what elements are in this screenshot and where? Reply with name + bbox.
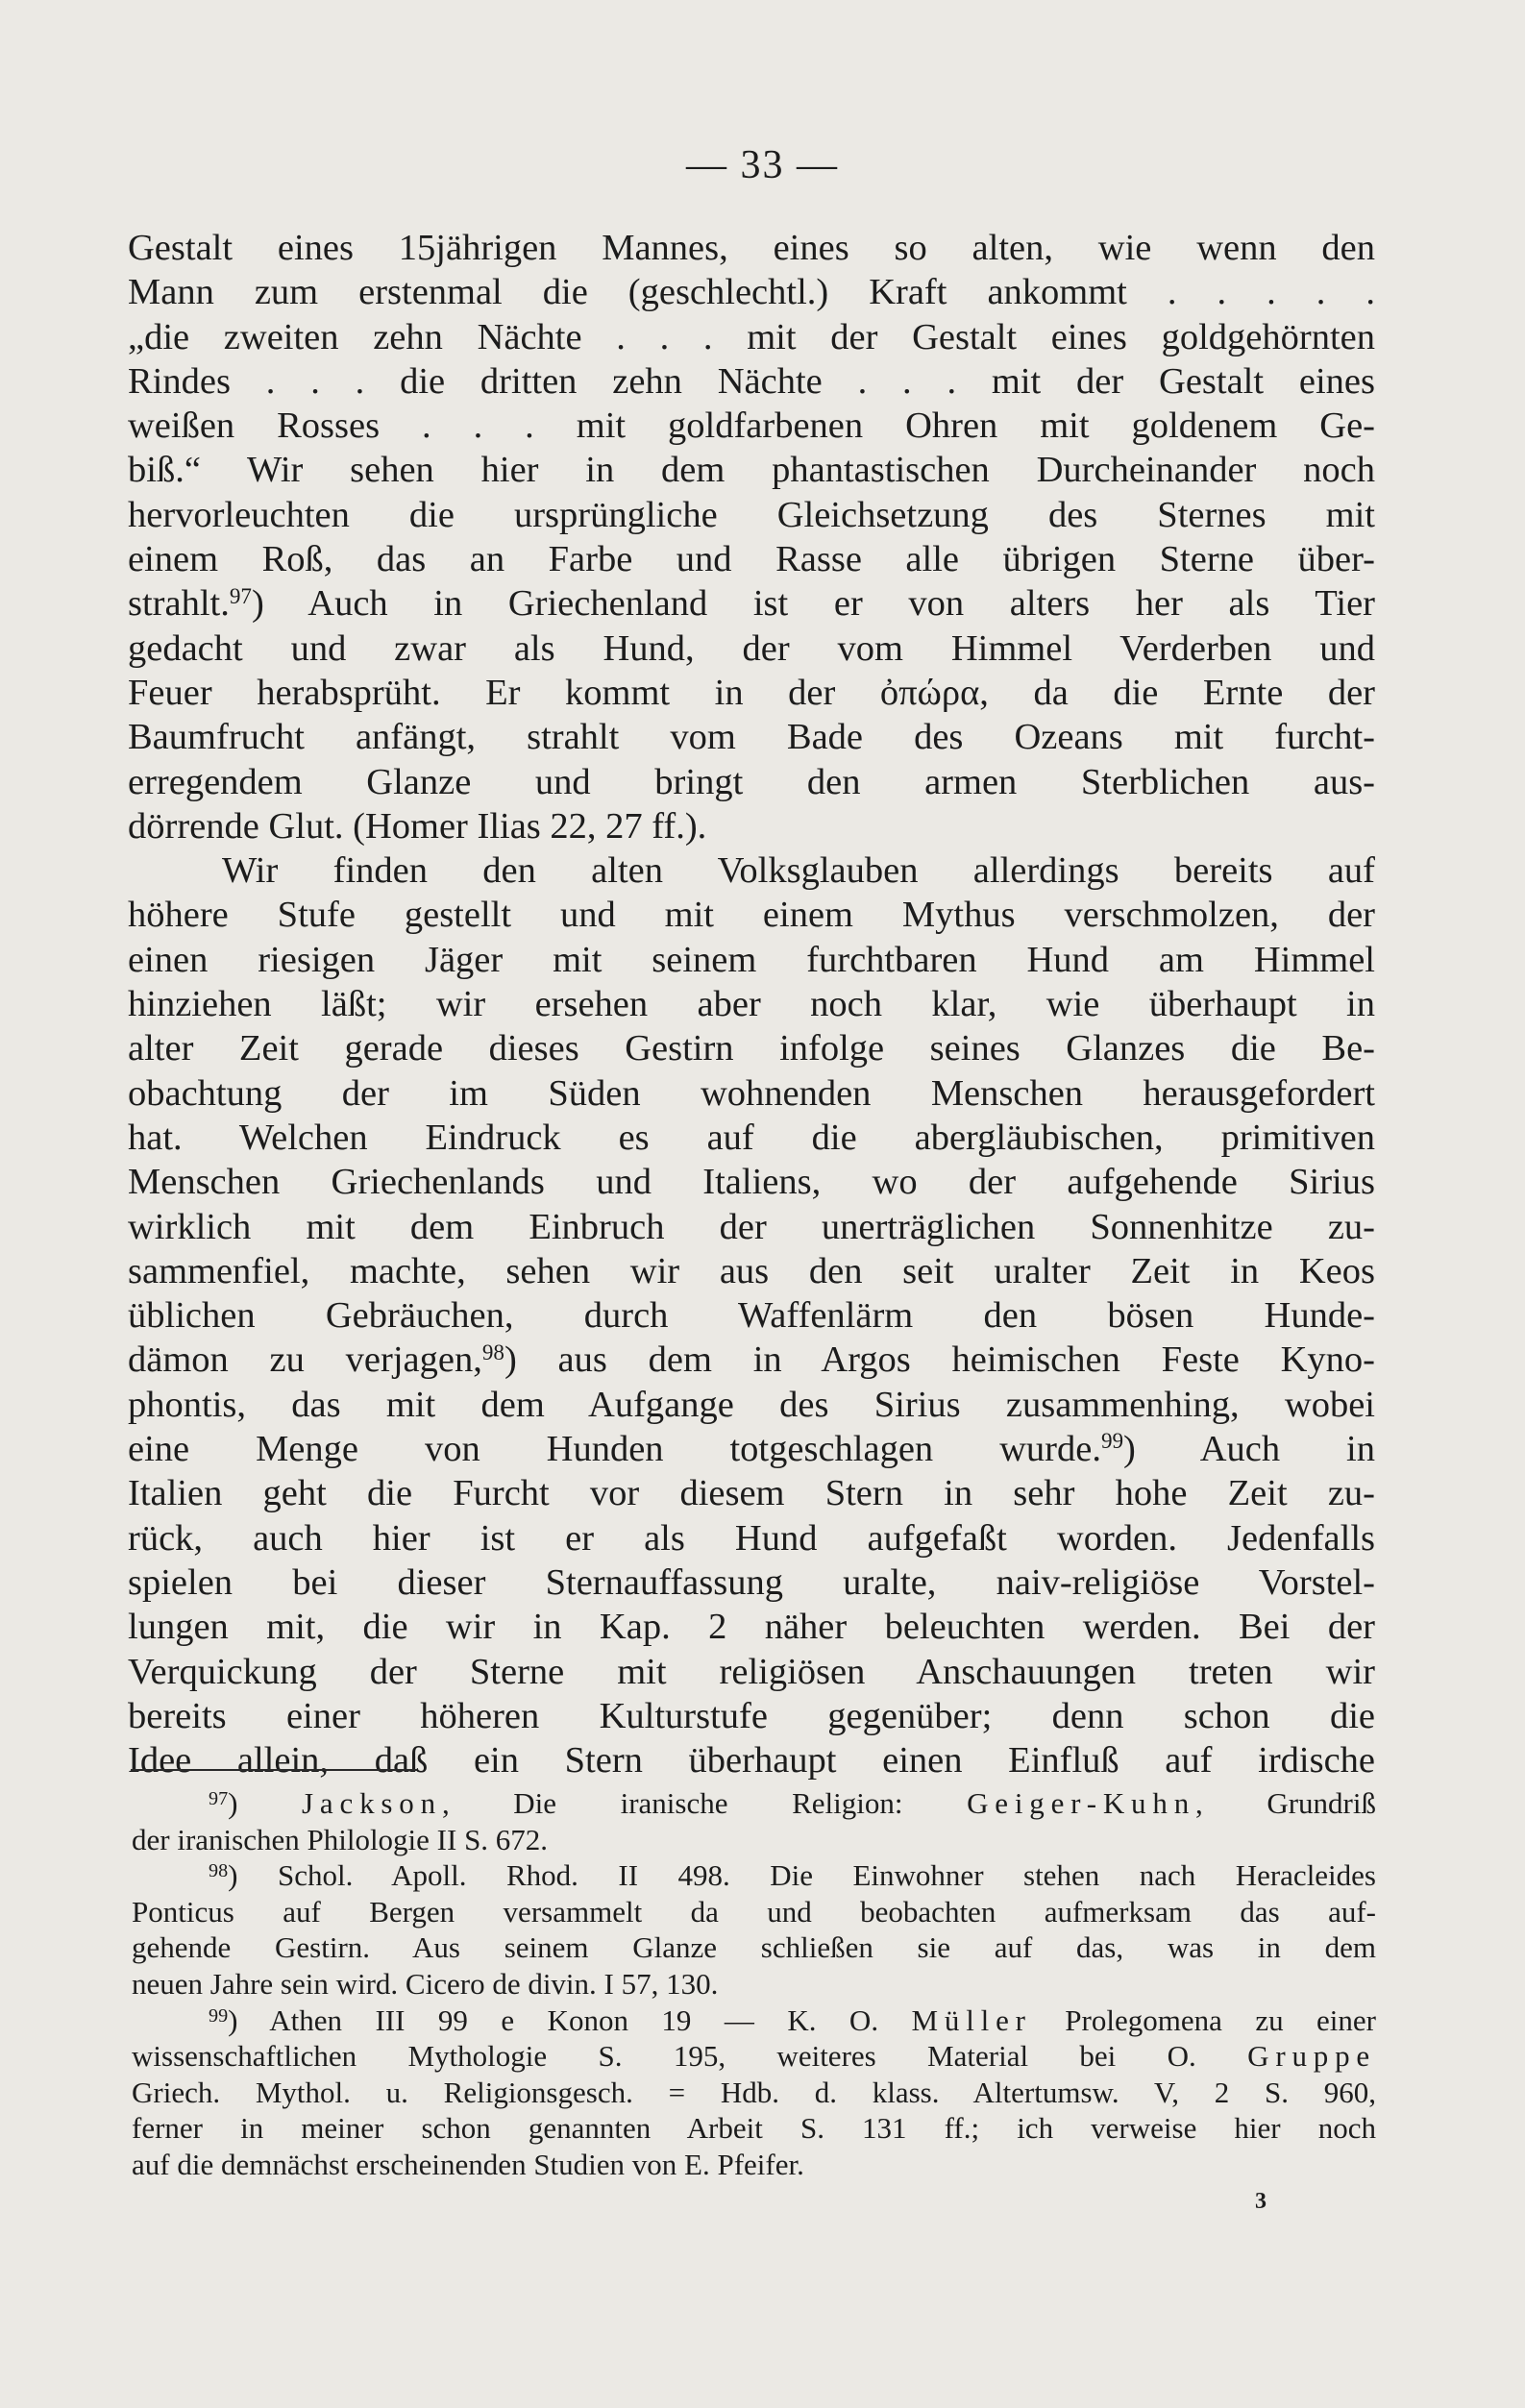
footnote-98-line: neuen Jahre sein wird. Cicero de divin. I 57, 130.	[132, 1966, 719, 2001]
footnote-99: $^{99}$) Athen III 99 e Konon 19 — K. O. Müller Prolegomena zu einer	[209, 2003, 1376, 2037]
footnote-99-line: ferner in meiner schon genannten Arbeit S. 131 ff.; ich verweise hier noch	[132, 2111, 1376, 2146]
footnote-97: $^{97}$) Jackson, Die iranische Religion: Geiger-Kuhn, Grundriß	[209, 1786, 1376, 1820]
footnote-99-line: auf die demnächst erscheinenden Studien von E. Pfeifer.	[132, 2147, 804, 2181]
body-line: spielen bei dieser Sternauffassung uralte, naiv-religiöse Vorstel-	[128, 1561, 1375, 1603]
footnote-divider	[131, 1769, 417, 1771]
body-line: Menschen Griechenlands und Italiens, wo der aufgehende Sirius	[128, 1162, 1375, 1203]
footnote-99-line: wissenschaftlichen Mythologie S. 195, weiteres Material bei O. Gruppe	[132, 2039, 1376, 2074]
body-line: rück, auch hier ist er als Hund aufgefaßt worden. Jedenfalls	[128, 1517, 1375, 1559]
body-line: einen riesigen Jäger mit seinem furchtbaren Hund am Himmel	[128, 939, 1375, 980]
body-line: hinziehen läßt; wir ersehen aber noch klar, wie überhaupt in	[128, 984, 1375, 1025]
body-line: strahlt.$^{97}$) Auch in Griechenland ist er von alters her als Tier	[128, 582, 1375, 625]
footnote-97-line: der iranischen Philologie II S. 672.	[132, 1822, 549, 1856]
body-line: weißen Rosses . . . mit goldfarbenen Ohren mit goldenem Ge-	[128, 405, 1375, 447]
body-line: lungen mit, die wir in Kap. 2 näher beleuchten werden. Bei der	[128, 1607, 1375, 1648]
body-line: eine Menge von Hunden totgeschlagen wurde.$^{99}$) Auch in	[128, 1428, 1375, 1470]
body-line: dämon zu verjagen,$^{98}$) aus dem in Argos heimischen Feste Kyno-	[128, 1339, 1376, 1381]
page-number: — 33 —	[686, 143, 839, 187]
body-line: Idee allein, daß ein Stern überhaupt einen Einfluß auf irdische	[128, 1740, 1375, 1781]
footnote-mark: 98	[209, 1860, 229, 1882]
body-line: Wir finden den alten Volksglauben allerdings bereits auf	[222, 850, 1375, 892]
body-line: Rindes . . . die dritten zehn Nächte . . . mit der Gestalt eines	[128, 360, 1375, 402]
body-line: Feuer herabsprüht. Er kommt in der ὀπώρα, da die Ernte der	[128, 672, 1375, 713]
body-line: sammenfiel, machte, sehen wir aus den seit uralter Zeit in Keos	[128, 1250, 1375, 1291]
body-line: bereits einer höheren Kulturstufe gegenüber; denn schon die	[128, 1695, 1375, 1736]
body-line: Baumfrucht anfängt, strahlt vom Bade des Ozeans mit furcht-	[128, 717, 1375, 758]
body-line: dörrende Glut. (Homer Ilias 22, 27 ff.).	[128, 805, 707, 847]
body-line: einem Roß, das an Farbe und Rasse alle übrigen Sterne über-	[128, 539, 1375, 580]
body-line: obachtung der im Süden wohnenden Menschen herausgefordert	[128, 1072, 1375, 1114]
body-line: alter Zeit gerade dieses Gestirn infolge seines Glanzes die Be-	[128, 1028, 1375, 1069]
body-text	[128, 226, 1375, 1782]
footnote-ref-99: 99	[1100, 1428, 1124, 1454]
body-line: hat. Welchen Eindruck es auf die abergläubischen, primitiven	[128, 1117, 1375, 1158]
body-line: Italien geht die Furcht vor diesem Stern in sehr hohe Zeit zu-	[128, 1473, 1375, 1514]
body-line: hervorleuchten die ursprüngliche Gleichsetzung des Sternes mit	[128, 494, 1375, 535]
body-line: „die zweiten zehn Nächte . . . mit der Gestalt eines goldgehörnten	[128, 316, 1375, 357]
footnote-ref-97: 97	[229, 582, 252, 608]
body-line: Verquickung der Sterne mit religiösen Anschauungen treten wir	[128, 1651, 1375, 1692]
body-line: biß.“ Wir sehen hier in dem phantastischen Durcheinander noch	[128, 450, 1375, 491]
body-line: wirklich mit dem Einbruch der unerträglichen Sonnenhitze zu-	[128, 1206, 1375, 1247]
footnotes	[132, 1785, 1376, 2183]
body-line: phontis, das mit dem Aufgange des Sirius zusammenhing, wobei	[128, 1384, 1375, 1425]
footnote-ref-98: 98	[481, 1339, 504, 1364]
signature-mark: 3	[1255, 2189, 1267, 2214]
footnote-mark: 97	[209, 1787, 229, 1809]
body-line: Mann zum erstenmal die (geschlechtl.) Kraft ankommt . . . . .	[128, 272, 1375, 313]
footnote-98-line: gehende Gestirn. Aus seinem Glanze schließen sie auf das, was in dem	[132, 1930, 1376, 1965]
footnote-98-line: Ponticus auf Bergen versammelt da und beobachten aufmerksam das auf-	[132, 1894, 1376, 1929]
footnote-99-line: Griech. Mythol. u. Religionsgesch. = Hdb. d. klass. Altertumsw. V, 2 S. 960,	[132, 2075, 1376, 2109]
body-line: Gestalt eines 15jährigen Mannes, eines so alten, wie wenn den	[128, 228, 1375, 268]
body-line: höhere Stufe gestellt und mit einem Mythus verschmolzen, der	[128, 895, 1375, 936]
footnote-mark: 99	[209, 2004, 229, 2027]
footnote-98: $^{98}$) Schol. Apoll. Rhod. II 498. Die Einwohner stehen nach Heracleides	[209, 1858, 1376, 1893]
body-line: gedacht und zwar als Hund, der vom Himmel Verderben und	[128, 627, 1375, 669]
body-line: üblichen Gebräuchen, durch Waffenlärm den bösen Hunde-	[128, 1295, 1375, 1337]
body-line: erregendem Glanze und bringt den armen Sterblichen aus-	[128, 761, 1375, 802]
